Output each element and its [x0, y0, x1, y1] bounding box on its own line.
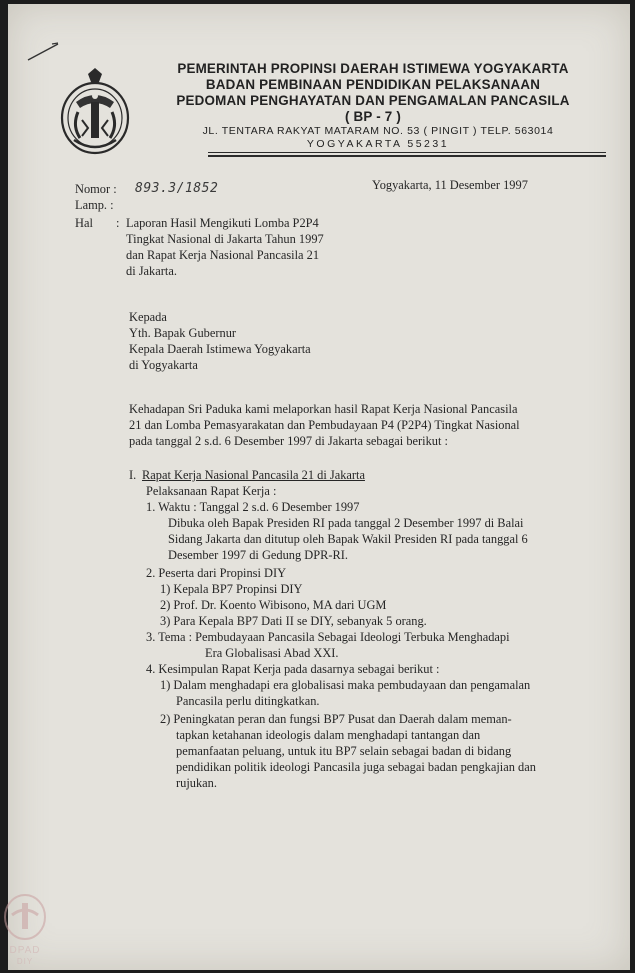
recipient-line: Kepala Daerah Istimewa Yogyakarta [129, 342, 311, 356]
section1-sub: Pelaksanaan Rapat Kerja : [146, 484, 277, 498]
item4-p2-line: 2) Peningkatan peran dan fungsi BP7 Pusat dan Daerah dalam meman- [160, 712, 512, 726]
letterhead-rule-thick [208, 155, 606, 157]
diy-seal-icon [58, 68, 132, 160]
item4-p2-line: pemanfaatan peluang, untuk itu BP7 selain sebagai badan di bidang [176, 744, 512, 758]
nomor-value: 893.3/1852 [135, 181, 219, 196]
item4-p2-line: rujukan. [176, 776, 217, 790]
hal-line: Laporan Hasil Mengikuti Lomba P2P4 [126, 216, 319, 230]
item2-line: 3) Para Kepala BP7 Dati II se DIY, sebanyak 5 orang. [160, 614, 427, 628]
intro-line: pada tanggal 2 s.d. 6 Desember 1997 di Jakarta sebagai berikut : [129, 434, 448, 448]
item4-p1-line: Pancasila perlu ditingkatkan. [176, 694, 320, 708]
intro-line: 21 dan Lomba Pemasyarakatan dan Pembudayaan P4 (P2P4) Tingkat Nasional [129, 418, 520, 432]
item1-line: Sidang Jakarta dan ditutup oleh Bapak Wakil Presiden RI pada tanggal 6 [168, 532, 528, 546]
letter-date: Yogyakarta, 11 Desember 1997 [372, 178, 528, 192]
letterhead-address: JL. TENTARA RAKYAT MATARAM NO. 53 ( PINGIT ) TELP. 563014 [202, 125, 554, 137]
letterhead-title-line4: ( BP - 7 ) [344, 109, 402, 124]
letterhead-rule-thin [208, 152, 606, 153]
item4-p2-line: tapkan ketahanan ideologis dalam menghadapi tantangan dan [176, 728, 481, 742]
pen-stroke-mark [26, 40, 60, 62]
section1-heading: Rapat Kerja Nasional Pancasila 21 di Jakarta [142, 468, 365, 482]
letterhead-title-line1: PEMERINTAH PROPINSI DAERAH ISTIMEWA YOGYAKARTA [177, 61, 569, 76]
lamp-label: Lamp. : [75, 198, 114, 212]
item2-line: 1) Kepala BP7 Propinsi DIY [160, 582, 303, 596]
item2-label: 2. Peserta dari Propinsi DIY [146, 566, 287, 580]
intro-line: Kehadapan Sri Paduka kami melaporkan hasil Rapat Kerja Nasional Pancasila [129, 402, 518, 416]
item4-p2-line: pendidikan politik ideologi Pancasila juga sebagai badan pengkajian dan [176, 760, 536, 774]
item1-label: 1. Waktu : Tanggal 2 s.d. 6 Desember 1997 [146, 500, 360, 514]
item3-line: Era Globalisasi Abad XXI. [205, 646, 339, 660]
letterhead-title-line3: PEDOMAN PENGHAYATAN DAN PENGAMALAN PANCASILA [176, 93, 570, 108]
item1-line: Desember 1997 di Gedung DPR-RI. [168, 548, 348, 562]
item3-line: 3. Tema : Pembudayaan Pancasila Sebagai Ideologi Terbuka Menghadapi [146, 630, 510, 644]
letterhead-title-line2: BADAN PEMBINAAN PENDIDIKAN PELAKSANAAN [205, 77, 541, 92]
item4-p1-line: 1) Dalam menghadapi era globalisasi maka pembudayaan dan pengamalan [160, 678, 531, 692]
item1-line: Dibuka oleh Bapak Presiden RI pada tanggal 2 Desember 1997 di Balai [168, 516, 524, 530]
recipient-line: Yth. Bapak Gubernur [129, 326, 237, 340]
dpad-watermark-icon [2, 893, 48, 967]
item2-line: 2) Prof. Dr. Koento Wibisono, MA dari UGM [160, 598, 387, 612]
watermark-line2: DIY [16, 957, 34, 966]
letter-page [8, 4, 630, 970]
hal-label: Hal [75, 216, 93, 230]
hal-line: dan Rapat Kerja Nasional Pancasila 21 [126, 248, 320, 262]
letterhead-city: YOGYAKARTA 55231 [306, 138, 450, 150]
recipient-kepada: Kepada [129, 310, 167, 324]
hal-line: di Jakarta. [126, 264, 177, 278]
hal-colon: : [116, 216, 120, 230]
recipient-line: di Yogyakarta [129, 358, 198, 372]
hal-line: Tingkat Nasional di Jakarta Tahun 1997 [126, 232, 324, 246]
nomor-label: Nomor : [75, 182, 117, 196]
item4-label: 4. Kesimpulan Rapat Kerja pada dasarnya sebagai berikut : [146, 662, 440, 676]
watermark-line1: DPAD [9, 945, 41, 956]
section1-number: I. [129, 468, 137, 482]
